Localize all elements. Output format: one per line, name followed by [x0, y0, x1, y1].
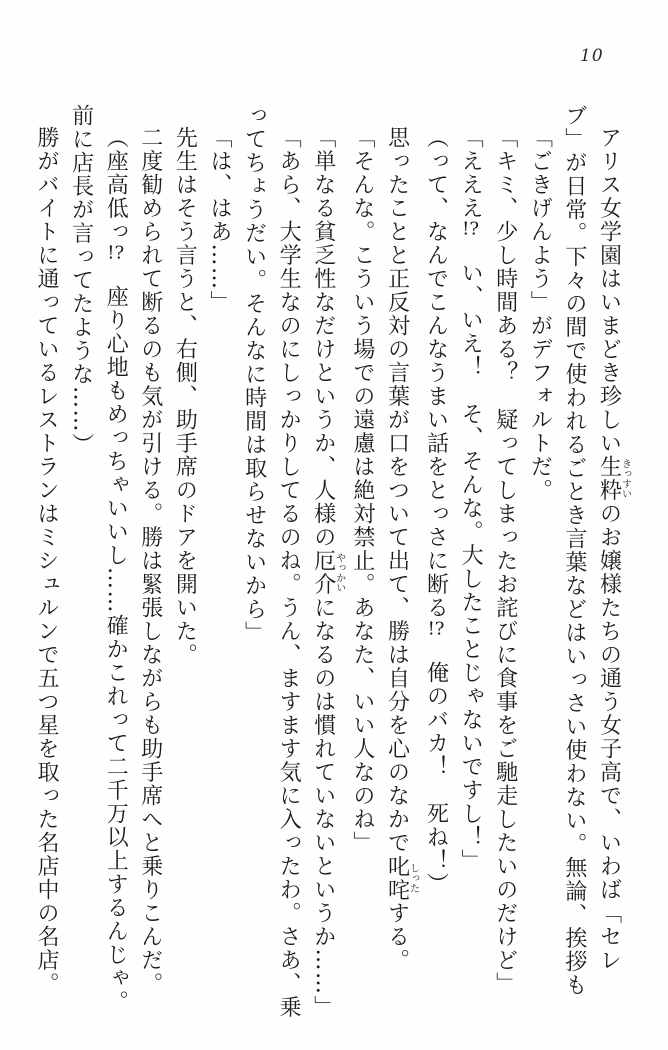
text-line: アリス女学園はいまどき珍しい生粋きっすいのお嬢様たちの通う女子高で、いわば「セレ: [596, 126, 631, 972]
furigana-term: 厄介やっかい: [310, 549, 345, 596]
text-line: 先生はそう言うと、右側、助手席のドアを開いた。: [172, 126, 198, 667]
tate-chu-yoko: !?: [462, 220, 480, 238]
text-line: 「は、はあ……」: [206, 126, 232, 314]
text-line: ブ」が日常。下々の間で使われるごとき言葉などはいっさい使わない。無論、挨拶も: [561, 104, 587, 997]
tate-chu-yoko: !?: [107, 243, 125, 262]
text-line: 「ごきげんよう」がデフォルトだ。: [527, 126, 553, 502]
text-line: 勝がバイトに通っているレストランはミシュルンで五つ星を取った名店中の名店。: [34, 126, 59, 996]
vertical-text-block: [28, 104, 630, 1024]
furigana-term: 叱咤しった: [384, 854, 419, 902]
text-line: 前に店長が言ってたような……）: [68, 104, 94, 457]
text-line: 「キミ、少し時間ある？ 疑ってしまったお詫びに食事をご馳走したいのだけど」: [492, 126, 518, 996]
tate-chu-yoko: !?: [427, 619, 445, 638]
text-line: 二度勧められて断るのも気が引ける。勝は緊張しながらも助手席へと乗りこんだ。: [137, 126, 163, 996]
furigana-term: 生粋きっすい: [596, 455, 631, 502]
text-line: 「えええ!? い、いえ！ そ、そんな。大したことじゃないですし！」: [458, 126, 484, 873]
text-line: 「あら、大学生なのにしっかりしてるのね。うん、ますます気に入ったわ。さあ、乗: [276, 126, 302, 1019]
text-line: 「そんな。こういう場での遠慮は絶対禁止。あなた、いい人なのね」: [349, 126, 375, 855]
text-line: （座高低っ!? 座り心地もめっちゃいいし……確かこれって二千万以上するんじゃ。: [103, 126, 129, 1014]
text-line: （って、なんでこんなうまい話をとっさに断る!? 俺のバカ！ 死ね！）: [423, 126, 449, 896]
page-number: 10: [580, 46, 604, 66]
text-line: 思ったことと正反対の言葉が口をついて出て、勝は自分を心のなかで叱咤しったする。: [384, 126, 419, 972]
text-line: ってちょうだい。そんなに時間は取らせないから」: [241, 104, 267, 645]
text-line: 「単なる貧乏性なだけというか、人様の厄介やっかいになるのは慣れていないというか……」: [310, 126, 345, 1019]
